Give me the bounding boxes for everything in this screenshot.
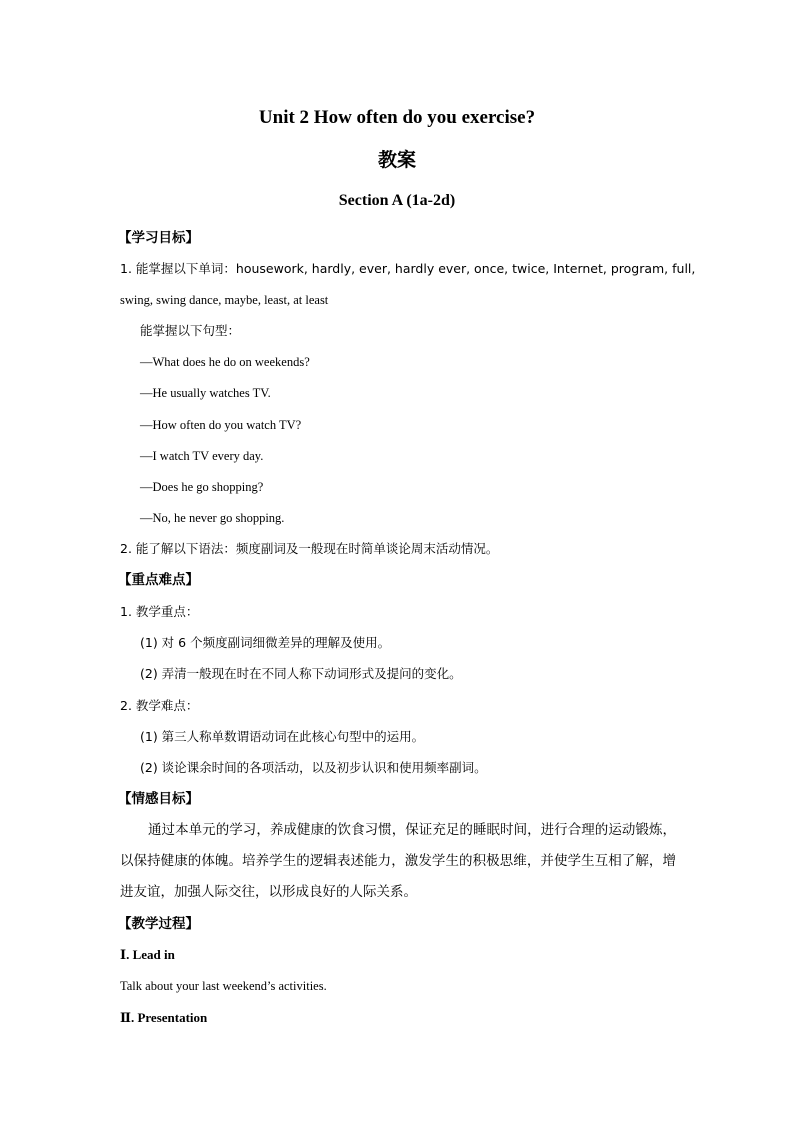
- step-lead-in-text: Talk about your last weekend’s activities.: [120, 979, 327, 993]
- step-presentation: Ⅱ. Presentation: [120, 1010, 208, 1025]
- focus-item-2: (2) 弄清一般现在时在不同人称下动词形式及提问的变化。: [140, 666, 462, 681]
- emotion-heading: 【情感目标】: [118, 791, 199, 807]
- key-points-heading: 【重点难点】: [118, 572, 199, 588]
- sentence-1: —What does he do on weekends?: [140, 355, 310, 369]
- difficulty-item-1: (1) 第三人称单数谓语动词在此核心句型中的运用。: [140, 729, 425, 744]
- objectives-vocab-line-1: 1. 能掌握以下单词：housework, hardly, ever, hardly ever, once, twice, Internet, program, full,: [120, 261, 696, 276]
- sentence-5: —Does he go shopping?: [140, 480, 264, 494]
- document-subtitle: 教案: [377, 149, 416, 171]
- focus-item-1: (1) 对 6 个频度副词细微差异的理解及使用。: [140, 635, 391, 650]
- sentence-6: —No, he never go shopping.: [140, 511, 285, 525]
- step-lead-in: Ⅰ. Lead in: [120, 947, 175, 962]
- sentence-4: —I watch TV every day.: [140, 449, 264, 463]
- objectives-vocab-line-2: swing, swing dance, maybe, least, at least: [120, 293, 329, 307]
- section-heading: Section A (1a-2d): [338, 192, 456, 209]
- difficulty-item-2: (2) 谈论课余时间的各项活动，以及初步认识和使用频率副词。: [140, 760, 487, 775]
- objectives-grammar: 2. 能了解以下语法：频度副词及一般现在时简单谈论周末活动情况。: [120, 541, 499, 556]
- emotion-paragraph: 通过本单元的学习，养成健康的饮食习惯，保证充足的睡眠时间，进行合理的运动锻炼，以保持健康的体魄。培养学生的逻辑表述能力，激发学生的积极思维，并使学生互相了解，增进友谊，加强人际交往，以形成良好的人际关系。: [120, 822, 676, 900]
- document-title: Unit 2 How often do you exercise?: [258, 107, 536, 128]
- sentence-2: —He usually watches TV.: [140, 386, 271, 400]
- sentence-3: —How often do you watch TV?: [140, 418, 302, 432]
- sentences-label: 能掌握以下句型：: [140, 323, 241, 338]
- focus-label: 1. 教学重点：: [120, 604, 199, 619]
- process-heading: 【教学过程】: [118, 916, 199, 932]
- difficulty-label: 2. 教学难点：: [120, 698, 199, 713]
- objectives-heading: 【学习目标】: [118, 230, 199, 246]
